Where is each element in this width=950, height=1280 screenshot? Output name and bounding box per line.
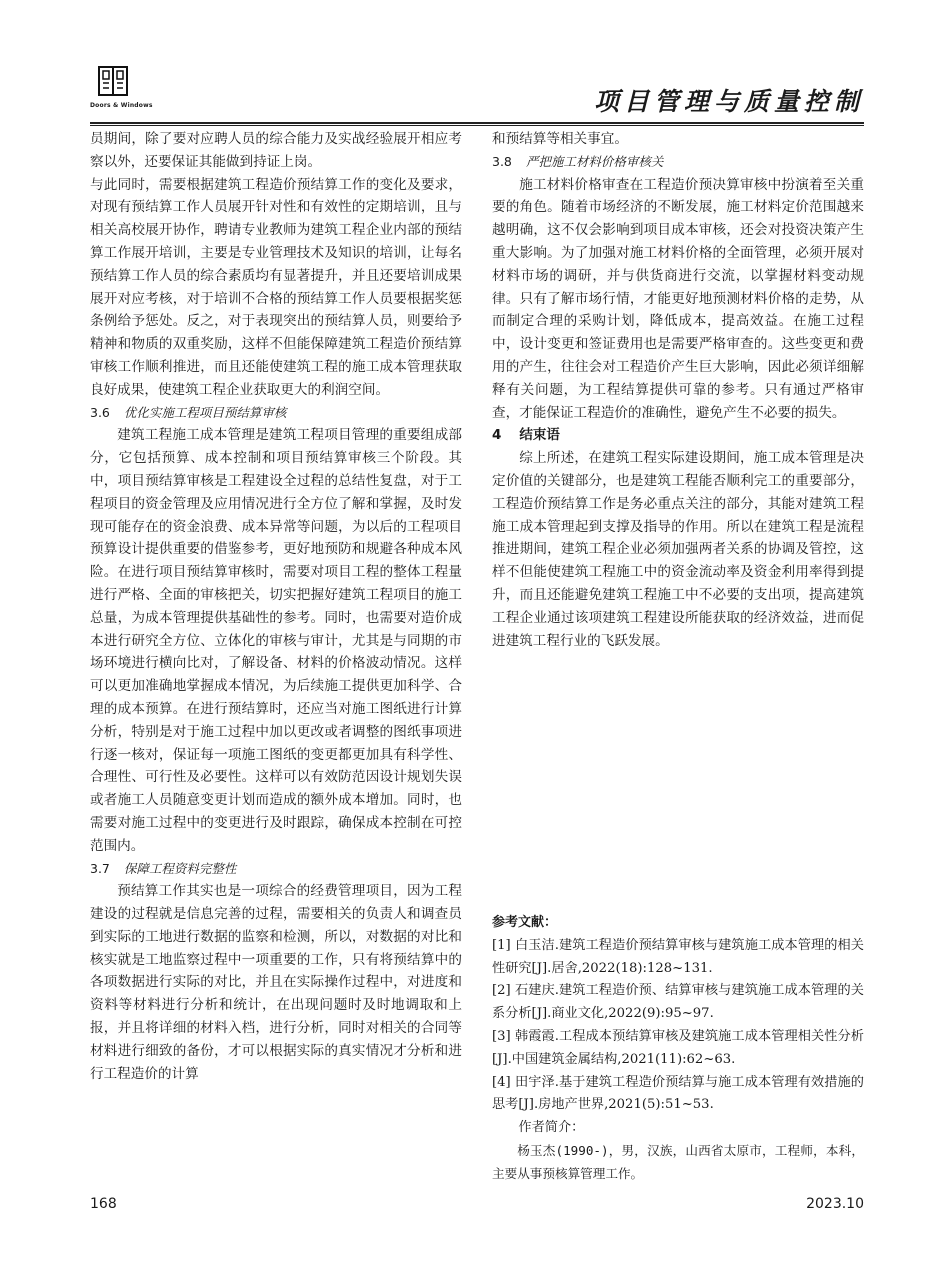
page-number: 168: [90, 1196, 117, 1212]
reference-item: [3] 韩霞霞.工程成本预结算审核及建筑施工成本管理相关性分析[J].中国建筑金属结构,2021(11):62~63.: [492, 1028, 864, 1067]
paragraph: 建筑工程施工成本管理是建筑工程项目管理的重要组成部分，它包括预算、成本控制和项目预结算审核三个阶段。其中，项目预结算审核是工程建设全过程的总结性复盘，对于工程项目的资金管理及应用情况进行全方位了解和掌握，及时发现可能存在的资金浪费、成本异常等问题，为以后的工程项目预算设计提供重要的借鉴参考，更好地预防和规避各种成本风险。在进行项目预结算审核时，需要对项目工程的整体工程量进行严格、全面的审核把关，切实把握好建筑工程项目的施工总量，为成本管理提供基础性的参考。同时，也需要对造价成本进行研究全方位、立体化的审核与审计，尤其是与同期的市场环境进行横向比对，了解设备、材料的价格波动情况。这样可以更加准确地掌握成本情况，为后续施工提供更加科学、合理的成本预算。在进行预结算时，还应当对施工图纸进行计算分析，特别是对于施工过程中加以更改或者调整的图纸事项进行逐一核对，保证每一项施工图纸的变更都更加具有科学性、合理性、可行性及必要性。这样可以有效防范因设计规划失误或者施工人员随意变更计划而造成的额外成本增加。同时，也需要对施工过程中的变更进行及时跟踪，确保成本控制在可控范围内。: [90, 427, 462, 854]
header-rule-thin: [90, 125, 864, 126]
paragraph: 员期间，除了要对应聘人员的综合能力及实战经验展开相应考察以外，还要保证其能做到持证上岗。: [90, 131, 462, 170]
section-heading-4: [492, 424, 864, 447]
section-number: 3.6: [90, 404, 110, 420]
section-title: 严把施工材料价格审核关: [525, 153, 664, 169]
paragraph: 综上所述，在建筑工程实际建设期间，施工成本管理是决定价值的关键部分，也是建筑工程能否顺利完工的重要部分，工程造价预结算工作是务必重点关注的部分，其能对建筑工程施工成本管理起到支撑及指导的作用。所以在建筑工程是流程推进期间，建筑工程企业必须加强两者关系的协调及管控，这样不但能使建筑工程施工中的资金流动率及资金利用率得到提升，而且还能避免建筑工程施工中不必要的支出项，提高建筑工程企业通过该项建筑工程建设所能获取的经济效益，进而促进建筑工程行业的飞跃发展。: [492, 450, 864, 649]
section-title: 结束语: [519, 427, 560, 444]
paragraph: 与此同时，需要根据建筑工程造价预结算工作的变化及要求，对现有预结算工作人员展开针对性和有效性的定期培训，且与相关高校展开协作，聘请专业教师为建筑工程企业内部的预结算工作展开培训，主要是专业管理技术及知识的培训，让每名预结算工作人员的综合素质均有显著提升，并且还要培训成果展开对应考核，对于培训不合格的预结算工作人员要根据奖惩条例给予惩处。反之，对于表现突出的预结算人员，则要给予精神和物质的双重奖励，这样不但能保障建筑工程造价预结算审核工作顺利推进，而且还能使建筑工程的施工成本管理获取良好成果，使建筑工程企业获取更大的利润空间。: [90, 176, 462, 398]
journal-logo: [90, 64, 168, 116]
author-label: 作者简介：: [518, 1120, 585, 1136]
reference-item: [2] 石建庆.建筑工程造价预、结算审核与建筑施工成本管理的关系分析[J].商业文化,2022(9):95~97.: [492, 983, 864, 1022]
paragraph: 预结算工作其实也是一项综合的经费管理项目，因为工程建设的过程就是信息完善的过程，需要相关的负责人和调查员到实际的工地进行数据的监察和检测，所以，对数据的对比和核实就是工地监察过程中一项重要的工作，只有将预结算中的各项数据进行实际的对比，并且在实际操作过程中，对进度和资料等材料进行分析和统计，在出现问题时及时地调取和上报，并且将详细的材料入档，进行分析，同时对相关的合同等材料进行细致的备份，才可以根据实际的真实情况才分析和进行工程造价的计算: [90, 883, 462, 1082]
journal-section-title: 项目管理与质量控制: [593, 87, 864, 116]
references-title: 参考文献：: [492, 915, 558, 930]
section-heading-3-8: [492, 151, 864, 174]
section-title: 优化实施工程项目预结算审核: [123, 404, 287, 420]
door-window-logo-icon: [98, 66, 128, 96]
header-rule: [90, 122, 864, 124]
section-heading-3-6: [90, 402, 462, 425]
page-header: [90, 64, 864, 124]
paragraph: 和预结算等相关事宜。: [492, 131, 628, 147]
references-section: [492, 912, 864, 1186]
author-bio: 杨玉杰(1990-)，男，汉族，山西省太原市，工程师，本科，主要从事预核算管理工作。: [492, 1142, 864, 1181]
section-number: 3.7: [90, 860, 110, 876]
section-title: 保障工程资料完整性: [123, 860, 237, 876]
section-number: 3.8: [492, 153, 512, 169]
reference-item: [1] 白玉洁.建筑工程造价预结算审核与建筑施工成本管理的相关性研究[J].居舍,2022(18):128~131.: [492, 937, 864, 976]
issue-date: 2023.10: [806, 1196, 864, 1212]
section-heading-3-7: [90, 858, 462, 881]
logo-text: Doors & Windows: [90, 102, 153, 109]
paragraph: 施工材料价格审查在工程造价预决算审核中扮演着至关重要的角色。随着市场经济的不断发展，施工材料定价范围越来越明确，这不仅会影响到项目成本审核，还会对投资决策产生重大影响。为了加强对施工材料价格的全面管理，必须开展对材料市场的调研，并与供货商进行交流，以掌握材料变动规律。只有了解市场行情，才能更好地预测材料价格的走势，从而制定合理的采购计划，降低成本，提高效益。在施工过程中，设计变更和签证费用也是需要严格审查的。这些变更和费用的产生，往往会对工程造价产生巨大影响，因此必须详细解释有关问题，为工程结算提供可靠的参考。只有通过严格审查，才能保证工程造价的准确性，避免产生不必要的损失。: [492, 176, 864, 421]
reference-item: [4] 田宇泽.基于建筑工程造价预结算与施工成本管理有效措施的思考[J].房地产世界,2021(5):51~53.: [492, 1074, 864, 1113]
section-number: 4: [492, 427, 502, 444]
right-column: [492, 128, 864, 652]
left-column: [90, 128, 462, 1085]
